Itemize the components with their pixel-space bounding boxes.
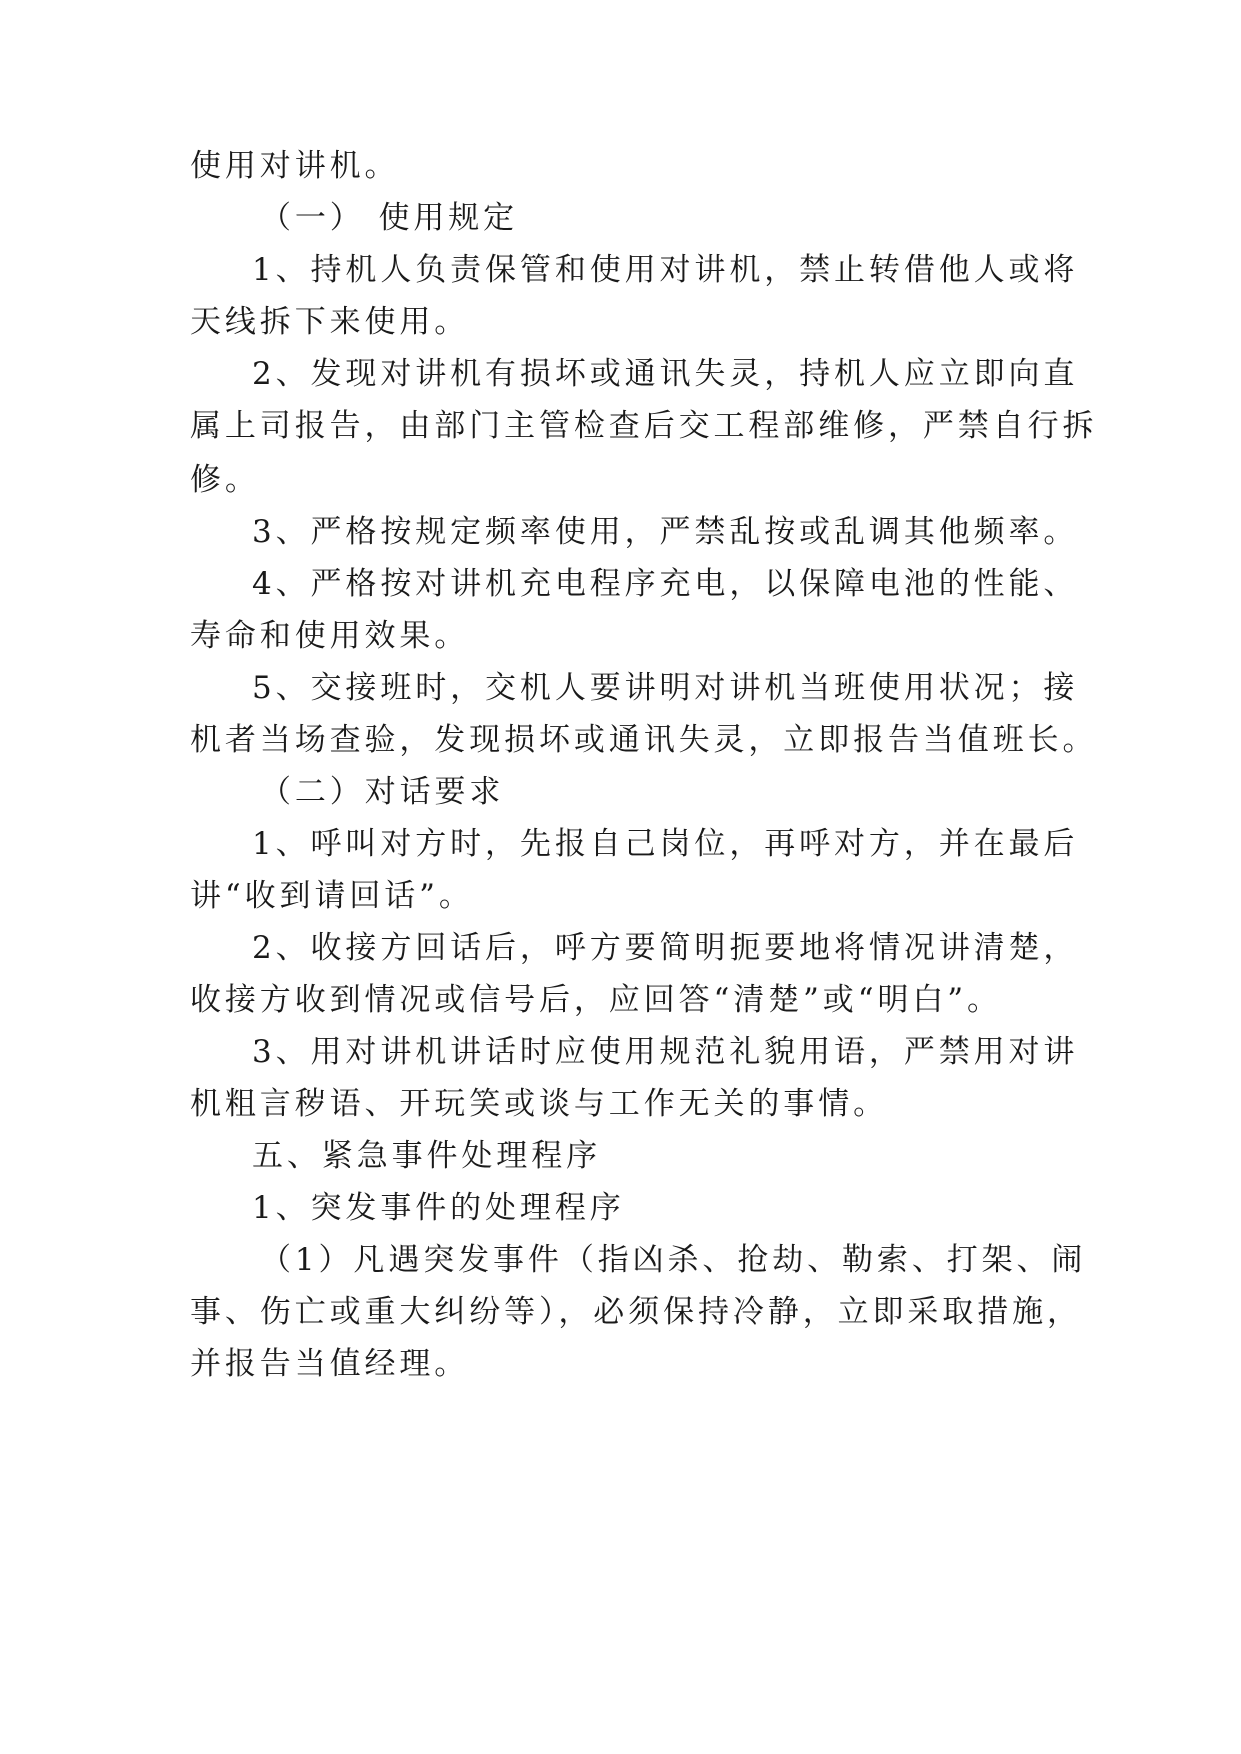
paragraph-line: 使用对讲机。	[190, 148, 400, 184]
section-heading: 五、紧急事件处理程序	[252, 1138, 601, 1174]
list-item-line: （1）凡遇突发事件（指凶杀、抢劫、勒索、打架、闹	[260, 1242, 1087, 1278]
paragraph-line: 机粗言秽语、开玩笑或谈与工作无关的事情。	[190, 1086, 888, 1122]
list-item-line: 2、收接方回话后，呼方要简明扼要地将情况讲清楚，	[252, 930, 1079, 966]
paragraph-line: 机者当场查验，发现损坏或通讯失灵，立即报告当值班长。	[190, 722, 1098, 758]
section-heading: （二）对话要求	[260, 774, 505, 810]
paragraph-line: 修。	[190, 462, 260, 498]
paragraph-line: 讲“收到请回话”。	[190, 878, 474, 914]
list-item-line: 2、发现对讲机有损坏或通讯失灵，持机人应立即向直	[252, 356, 1079, 392]
paragraph-line: 寿命和使用效果。	[190, 618, 470, 654]
list-item-line: 1、持机人负责保管和使用对讲机，禁止转借他人或将	[252, 252, 1079, 288]
section-heading: （一） 使用规定	[260, 200, 519, 236]
paragraph-line: 天线拆下来使用。	[190, 304, 470, 340]
paragraph-line: 属上司报告，由部门主管检查后交工程部维修，严禁自行拆	[190, 408, 1098, 444]
list-item-line: 5、交接班时，交机人要讲明对讲机当班使用状况；接	[252, 670, 1079, 706]
paragraph-line: 事、伤亡或重大纠纷等），必须保持冷静，立即采取措施，	[190, 1294, 1082, 1330]
subsection-heading: 1、突发事件的处理程序	[252, 1190, 625, 1226]
paragraph-line: 并报告当值经理。	[190, 1346, 470, 1382]
list-item-line: 4、严格按对讲机充电程序充电，以保障电池的性能、	[252, 566, 1079, 602]
list-item-line: 3、用对讲机讲话时应使用规范礼貌用语，严禁用对讲	[252, 1034, 1079, 1070]
list-item-line: 3、严格按规定频率使用，严禁乱按或乱调其他频率。	[252, 514, 1079, 550]
list-item-line: 1、呼叫对方时，先报自己岗位，再呼对方，并在最后	[252, 826, 1079, 862]
paragraph-line: 收接方收到情况或信号后，应回答“清楚”或“明白”。	[190, 982, 1002, 1018]
